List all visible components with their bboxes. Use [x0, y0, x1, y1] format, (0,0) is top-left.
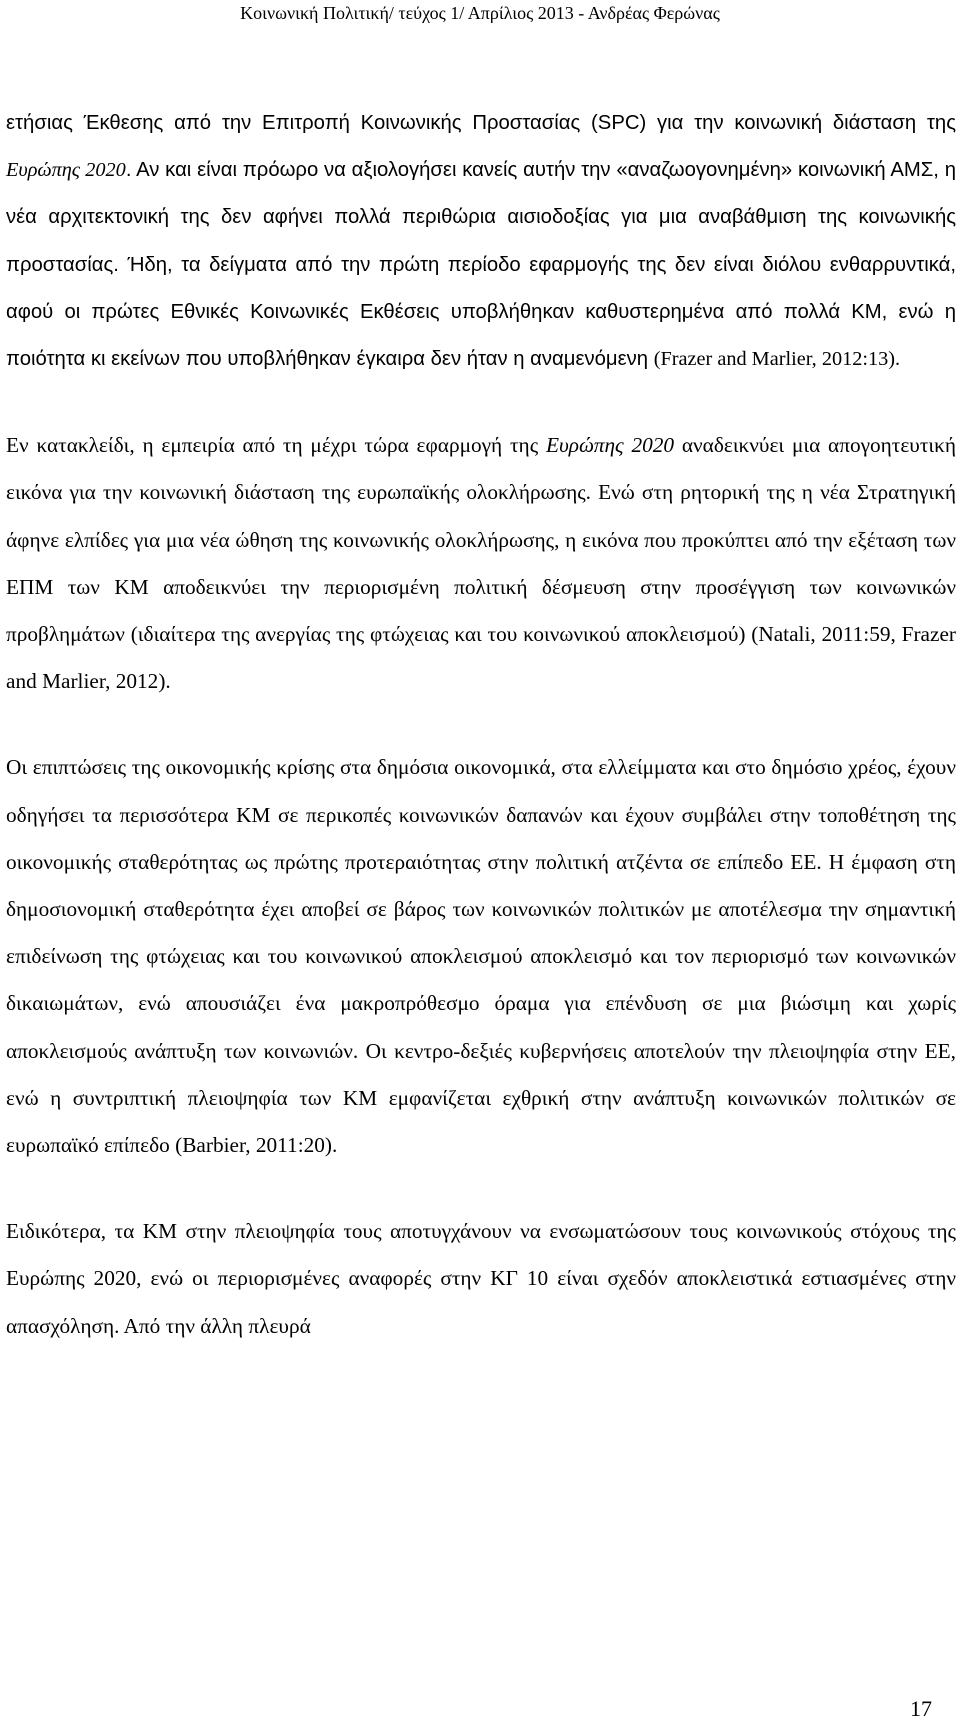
running-header: Κοινωνική Πολιτική/ τεύχος 1/ Απρίλιος 2013 - Ανδρέας Φερώνας	[240, 3, 720, 23]
paragraph-2-text-b: αναδεικνύει μια απογοητευτική εικόνα για την κοινωνική διάσταση της ευρωπαϊκής ολοκλήρωσης. Ενώ στη ρητορική της η νέα Στρατηγική άφηνε ελπίδες για μια νέα ώθηση της κοινωνικής ολοκλήρωσης, η εικόνα που προκύπτει από την εξέταση των ΕΠΜ των ΚΜ αποδεικνύει την περιορισμένη πολιτική δέσμευση στην προσέγγιση των κοινωνικών προβλημάτων (ιδιαίτερα της ανεργίας της φτώχειας και του κοινωνικού αποκλεισμού) (Natali, 2011:59, Frazer and Marlier, 2012).	[6, 433, 957, 694]
paragraph-1-text-a: ετήσιας Έκθεσης από την Επιτροπή Κοινωνικής Προστασίας (SPC) για την κοινωνική διάσταση της	[6, 112, 956, 134]
paragraph-2-emphasis: Ευρώπης 2020	[545, 433, 675, 458]
paragraph-4: Ειδικότερα, τα ΚΜ στην πλειοψηφία τους αποτυγχάνουν να ενσωματώσουν τους κοινωνικούς στόχους της Ευρώπης 2020, ενώ οι περιορισμένες αναφορές στην ΚΓ 10 είναι σχεδόν αποκλειστικά εστιασμένες στην απασχόληση. Από την άλλη πλευρά	[6, 1219, 956, 1338]
document-body	[6, 100, 956, 1389]
paragraph-3: Οι επιπτώσεις της οικονομικής κρίσης στα δημόσια οικονομικά, στα ελλείμματα και στο δημόσιο χρέος, έχουν οδηγήσει τα περισσότερα ΚΜ σε περικοπές κοινωνικών δαπανών και έχουν συμβάλει στην τοποθέτηση της οικονομικής σταθερότητας ως πρώτης προτεραιότητας στην πολιτική ατζέντα σε επίπεδο ΕΕ. Η έμφαση στη δημοσιονομική σταθερότητα έχει αποβεί σε βάρος των κοινωνικών πολιτικών με αποτέλεσμα την σημαντική επιδείνωση της φτώχειας και του κοινωνικού αποκλεισμού αποκλεισμό και τον περιορισμό των κοινωνικών δικαιωμάτων, ενώ απουσιάζει ένα μακροπρόθεσμο όραμα για επένδυση σε μια βιώσιμη και χωρίς αποκλεισμούς ανάπτυξη των κοινωνιών. Οι κεντρο-δεξιές κυβερνήσεις αποτελούν την πλειοψηφία στην ΕΕ, ενώ η συντριπτική πλειοψηφία των ΚΜ εμφανίζεται εχθρική στην ανάπτυξη κοινωνικών πολιτικών σε ευρωπαϊκό επίπεδο (Barbier, 2011:20).	[6, 755, 956, 1158]
paragraph-2-text-a: Εν κατακλείδι, η εμπειρία από τη μέχρι τώρα εφαρμογή της	[6, 433, 546, 458]
paragraph-2	[6, 422, 956, 705]
paragraph-1-emphasis: Ευρώπης 2020	[6, 159, 126, 182]
paragraph-1	[6, 100, 956, 383]
page-number: 17	[910, 1696, 932, 1721]
paragraph-1-text-b: . Αν και είναι πρόωρο να αξιολογήσει κανείς αυτήν την «αναζωογονημένη» κοινωνική ΑΜΣ, η νέα αρχιτεκτονική της δεν αφήνει πολλά περιθώρια αισιοδοξίας για μια αναβάθμιση της κοινωνικής προστασίας. Ήδη, τα δείγματα από την πρώτη περίοδο εφαρμογής της δεν είναι διόλου ενθαρρυντικά, αφού οι πρώτες Εθνικές Κοινωνικές Εκθέσεις υποβλήθηκαν καθυστερημένα από πολλά ΚΜ, ενώ η ποιότητα κι εκείνων που υποβλήθηκαν έγκαιρα δεν ήταν η αναμενόμενη	[6, 159, 956, 371]
paragraph-1-citation: (Frazer and Marlier, 2012:13).	[653, 348, 901, 371]
